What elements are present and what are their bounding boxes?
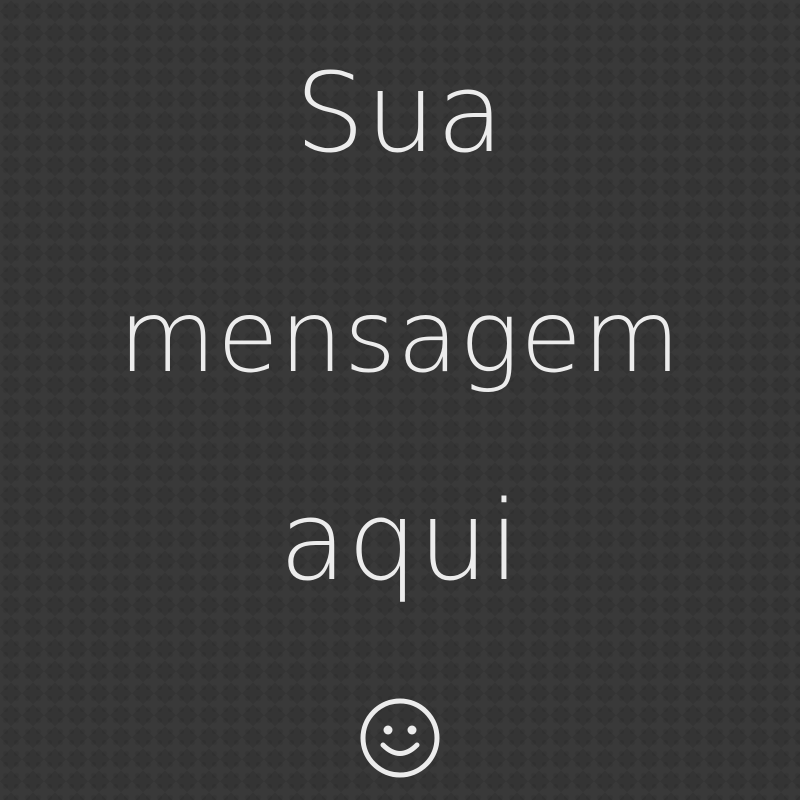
smiley-face-icon	[358, 696, 442, 780]
message-line-3: aqui	[279, 477, 521, 605]
message-line-2: mensagem	[118, 278, 682, 395]
message-line-1: Sua	[295, 49, 505, 177]
